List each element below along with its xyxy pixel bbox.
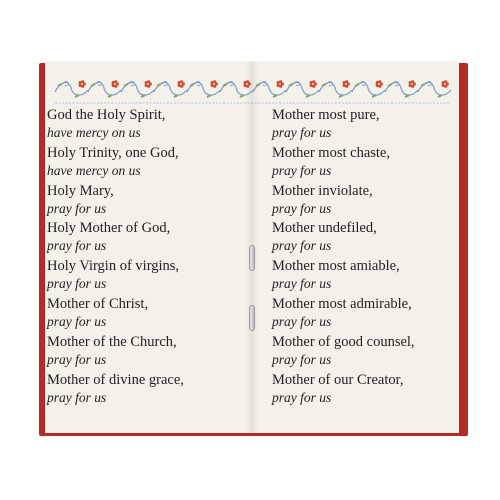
invocation-text: Mother most chaste, (272, 144, 390, 161)
staple-icon (249, 305, 255, 331)
invocation-text: Mother of good counsel, (272, 333, 415, 350)
response-text: pray for us (272, 125, 332, 140)
ornament-flower-petal (180, 80, 183, 83)
ornament-flower-center (279, 83, 281, 85)
ornament-flower-center (312, 83, 314, 85)
litany-entry (47, 220, 184, 258)
litany-entry (272, 372, 415, 410)
ornament-flower-petal (246, 80, 249, 83)
ornament-flower-petal (114, 80, 117, 83)
litany-entry (47, 183, 184, 221)
left-page-column (47, 107, 184, 409)
response-text: pray for us (272, 313, 332, 329)
litany-entry (47, 296, 184, 334)
ornament-flower-center (411, 83, 413, 85)
response-text: pray for us (47, 389, 107, 405)
ornament-flower-center (213, 83, 215, 85)
litany-entry (47, 372, 184, 410)
invocation-text: Mother most pure, (272, 107, 380, 123)
litany-entry (47, 107, 184, 145)
invocation-text: Mother most amiable, (272, 258, 400, 275)
response-text: pray for us (272, 200, 332, 216)
invocation-text: Holy Virgin of virgins, (47, 258, 180, 275)
invocation-text: Mother most admirable, (272, 295, 412, 312)
invocation-text: Holy Trinity, one God, (47, 144, 179, 161)
ornament-flower-petal (213, 80, 216, 83)
staple-icon (249, 245, 255, 271)
response-text: have mercy on us (47, 125, 141, 140)
invocation-text: Holy Mary, (47, 182, 114, 199)
ornament-flower-petal (81, 80, 84, 83)
open-booklet (45, 62, 459, 433)
invocation-text: Mother of divine grace, (47, 371, 184, 388)
ornament-flower-petal (147, 80, 150, 83)
litany-entry (272, 334, 415, 372)
ornament-flower-center (378, 83, 380, 85)
ornament-flower-petal (279, 80, 282, 83)
response-text: pray for us (47, 313, 107, 329)
litany-entry (272, 183, 415, 221)
ornament-flower-center (147, 83, 149, 85)
response-text: pray for us (272, 389, 332, 405)
response-text: pray for us (47, 200, 107, 216)
invocation-text: Mother of Christ, (47, 295, 149, 312)
litany-entry (272, 258, 415, 296)
ornament-flower-center (246, 83, 248, 85)
invocation-text: God the Holy Spirit, (47, 107, 166, 123)
response-text: pray for us (47, 276, 107, 292)
ornament-flower-center (444, 83, 446, 85)
litany-entry (272, 107, 415, 145)
invocation-text: Mother of our Creator, (272, 371, 404, 388)
ornament-flower-center (345, 83, 347, 85)
ornament-flower-petal (345, 80, 348, 83)
right-page-column (272, 107, 415, 409)
response-text: pray for us (272, 238, 332, 254)
litany-entry (272, 145, 415, 183)
litany-entry (47, 258, 184, 296)
ornament-flower-petal (378, 80, 381, 83)
invocation-text: Mother undefiled, (272, 220, 377, 237)
response-text: pray for us (47, 238, 107, 254)
response-text: pray for us (272, 162, 332, 178)
response-text: have mercy on us (47, 162, 141, 178)
litany-entry (272, 220, 415, 258)
invocation-text: Mother inviolate, (272, 182, 373, 199)
response-text: pray for us (47, 351, 107, 367)
litany-entry (47, 145, 184, 183)
ornament-flower-petal (312, 80, 315, 83)
ornament-flower-center (180, 83, 182, 85)
ornament-flower-center (81, 83, 83, 85)
litany-entry (47, 334, 184, 372)
response-text: pray for us (272, 351, 332, 367)
ornament-flower-petal (411, 80, 414, 83)
invocation-text: Mother of the Church, (47, 333, 177, 350)
litany-entry (272, 296, 415, 334)
floral-border-icon (53, 72, 451, 106)
invocation-text: Holy Mother of God, (47, 220, 171, 237)
ornament-flower-petal (444, 80, 447, 83)
ornament-flower-center (114, 83, 116, 85)
response-text: pray for us (272, 276, 332, 292)
